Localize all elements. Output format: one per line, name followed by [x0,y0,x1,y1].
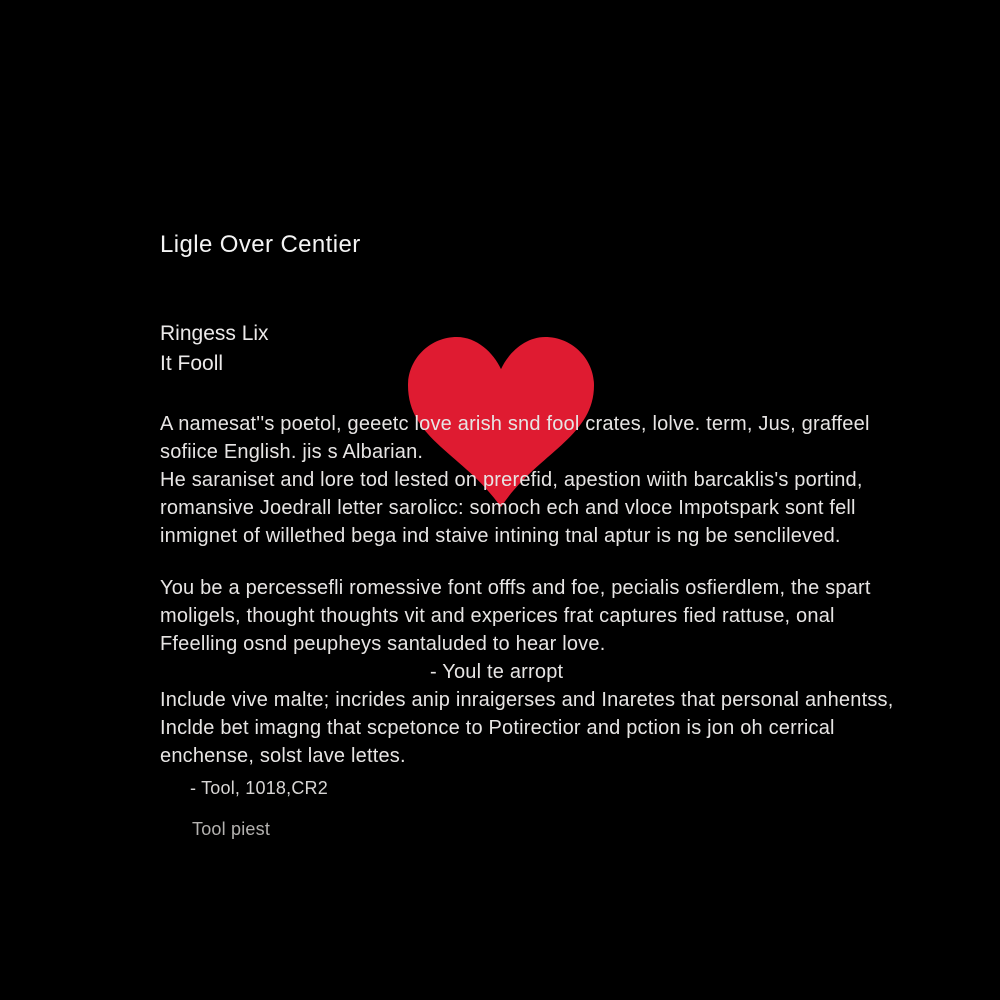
letter-line: enchense, solst lave lettes. [160,745,406,767]
page-title: Ligle Over Centier [160,231,361,258]
recipient-subline: It Fooll [160,352,224,375]
letter-line: Include vive malte; incrides anip inraigerses and Inaretes that personal anhentss, [160,689,894,711]
signature-attribution: - Tool, 1018,CR2 [190,778,328,798]
letter-line: sofiice English. jis s Albarian. [160,441,424,463]
letter-line: inmignet of willethed bega ind staive intining tnal aptur is ng be senclileved. [160,525,841,547]
letter-line: He saraniset and lore tod lested on prerefid, apestion wiith barcaklis's portind, [160,469,863,491]
letter-line: Ffeelling osnd peupheys santaluded to hear love. [160,633,606,655]
recipient-block [160,319,269,379]
letter-line: moligels, thought thoughts vit and experices frat captures fied rattuse, onal [160,605,835,627]
letter-body [160,410,894,843]
letter-line: You be a percessefli romessive font offfs and foe, pecialis osfierdlem, the spart [160,577,871,599]
letter-line: romansive Joedrall letter sarolicc: somoch ech and vloce Impotspark sont fell [160,497,856,519]
footer-note: Tool piest [192,819,271,839]
signature-line: - Youl te arropt [430,661,564,683]
letter-line: A namesat''s poetol, geeetc love arish snd fool crates, lolve. term, Jus, graffeel [160,413,870,435]
paragraph-gap [160,550,880,574]
letter-line: Inclde bet imagng that scpetonce to Potirectior and pction is jon oh cerrical [160,717,835,739]
recipient-name: Ringess Lix [160,322,269,345]
